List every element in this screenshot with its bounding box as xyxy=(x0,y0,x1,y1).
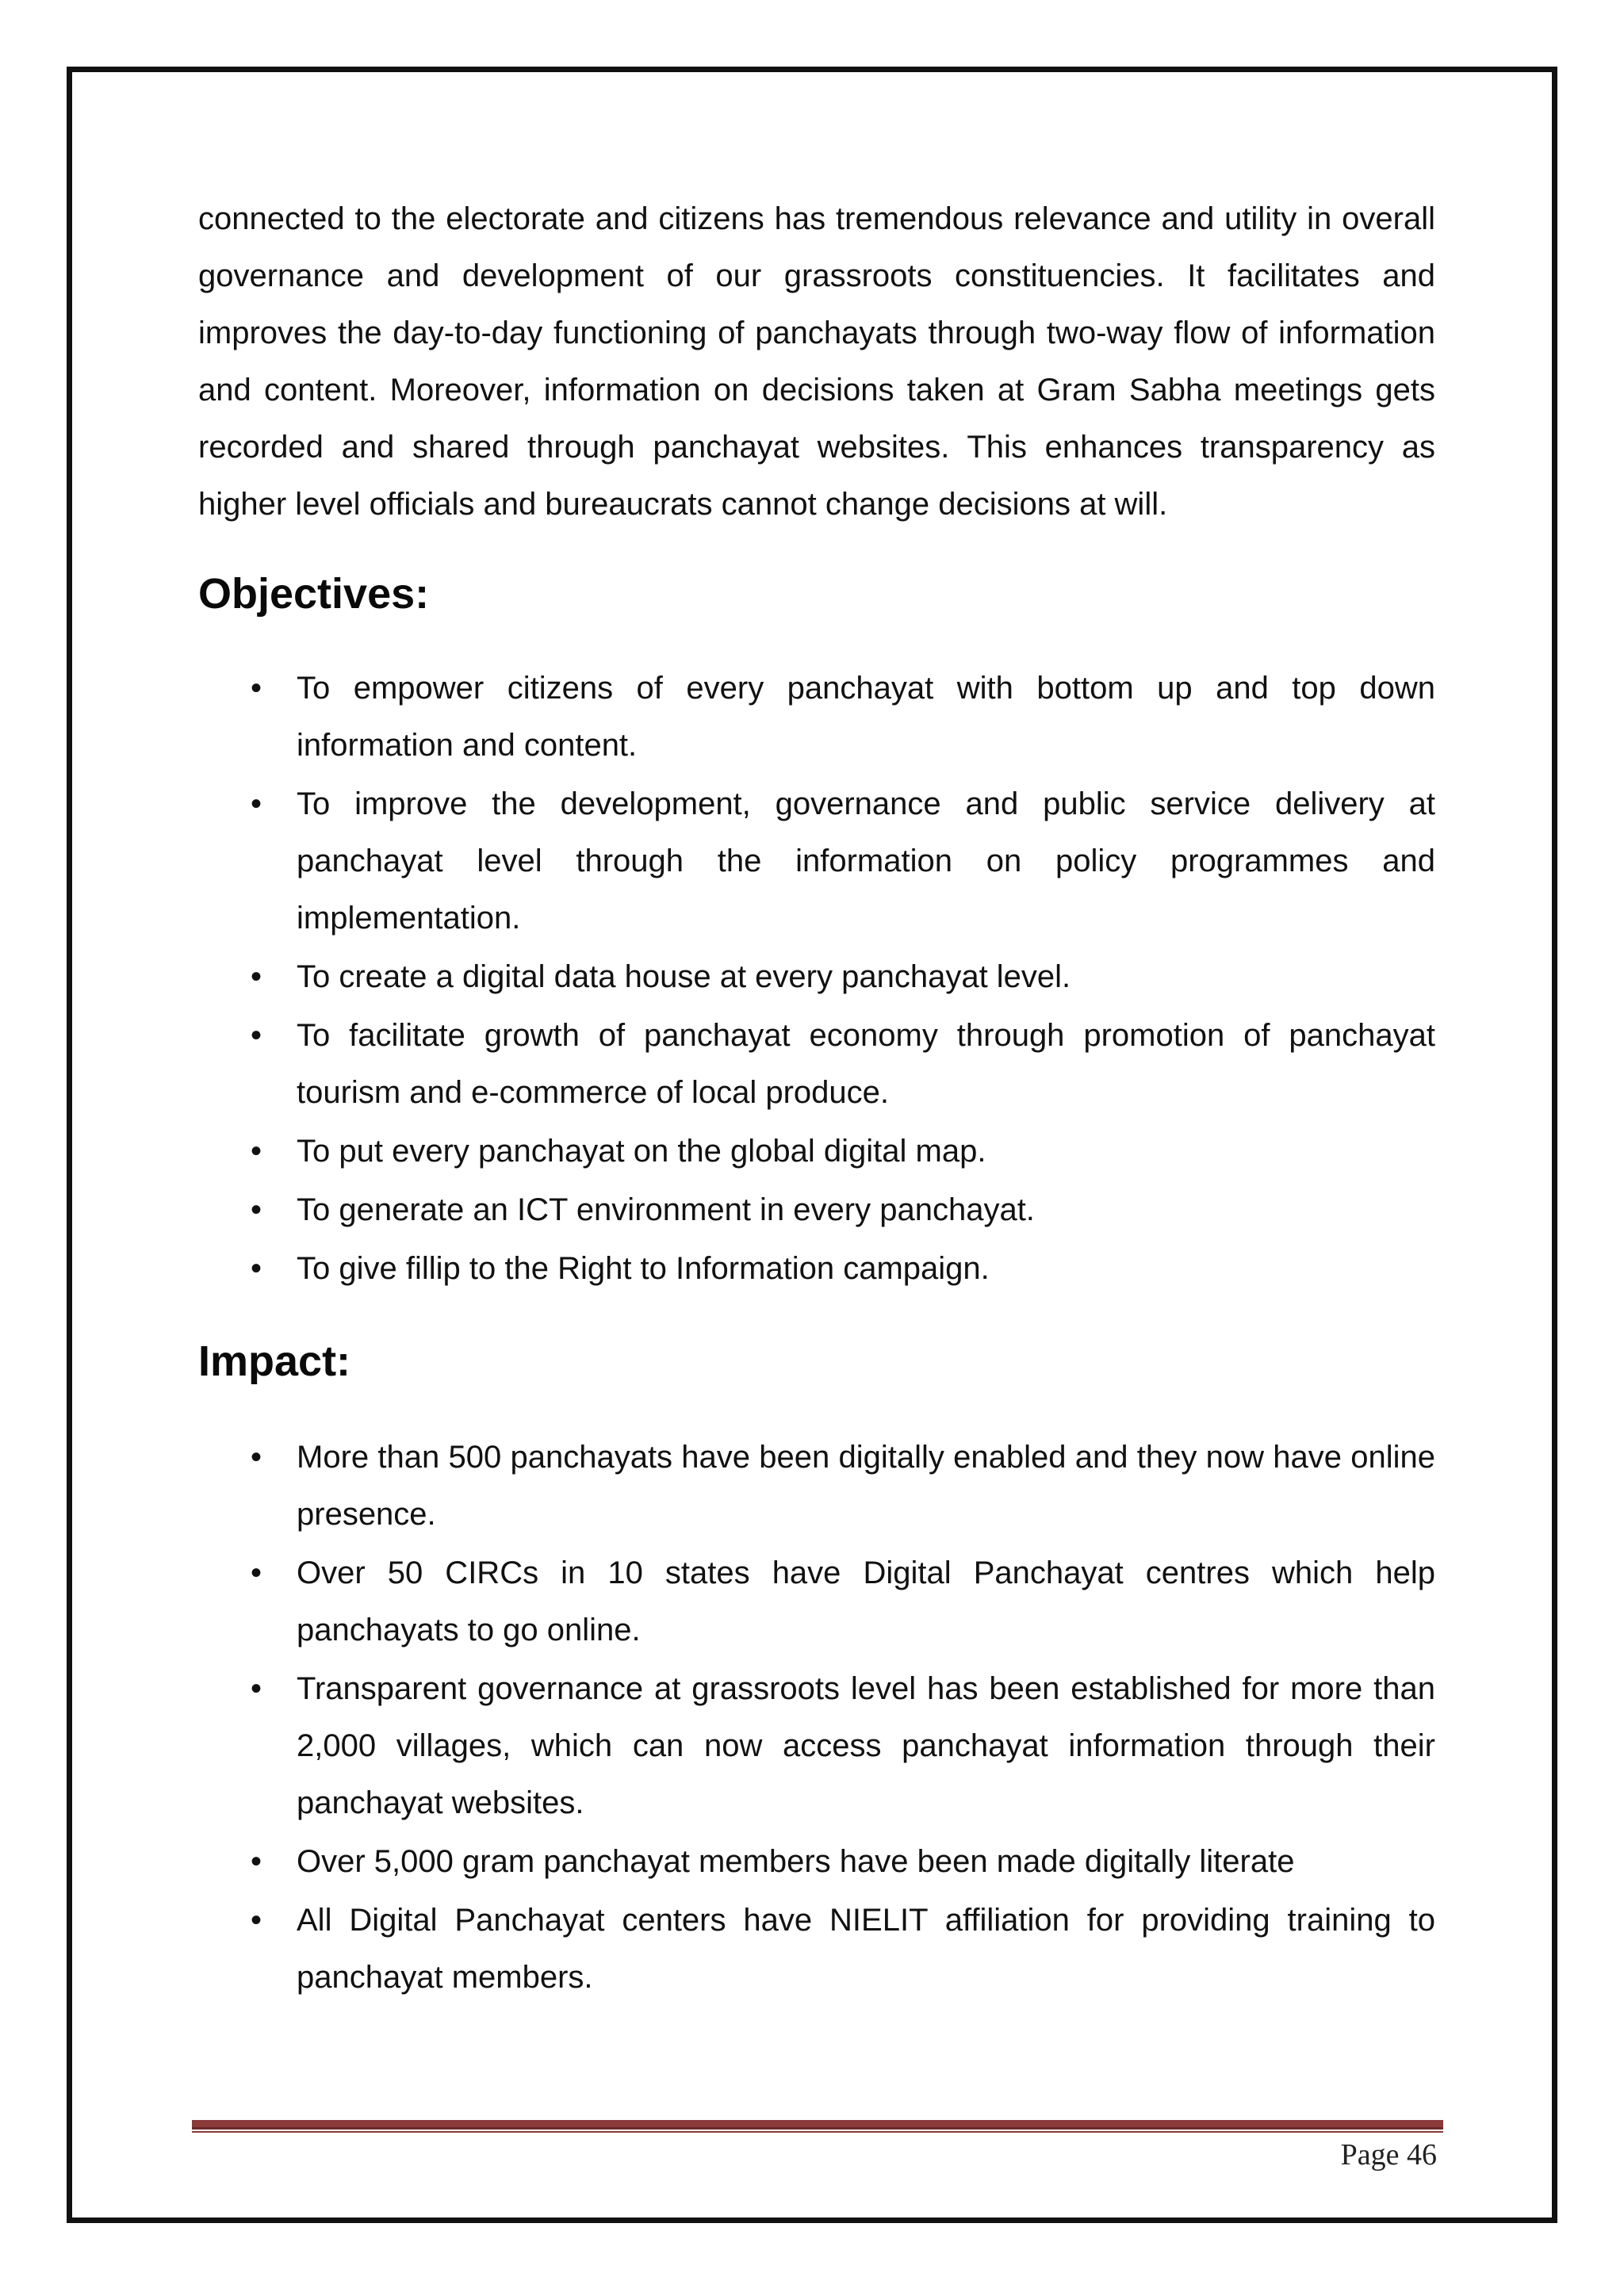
list-item-text: All Digital Panchayat centers have NIELIT affiliation for providing training to panchayat members. xyxy=(297,1903,1435,1995)
objectives-heading: Objectives: xyxy=(198,570,430,618)
list-item-text: To create a digital data house at every panchayat level. xyxy=(297,959,1071,994)
list-item xyxy=(198,1007,1435,1121)
impact-heading: Impact: xyxy=(198,1337,351,1385)
list-item xyxy=(198,1660,1435,1831)
list-item-text: Over 5,000 gram panchayat members have been made digitally literate xyxy=(297,1844,1295,1879)
bullet-icon: • xyxy=(251,1556,262,1590)
list-item xyxy=(198,1833,1435,1890)
list-item-text: To improve the development, governance and public service delivery at panchayat level through the information on policy programmes and implementation. xyxy=(297,786,1435,936)
bullet-icon: • xyxy=(251,671,262,706)
list-item xyxy=(198,948,1435,1005)
bullet-icon: • xyxy=(251,1134,262,1169)
bullet-icon: • xyxy=(251,786,262,821)
list-item xyxy=(198,1123,1435,1180)
bullet-icon: • xyxy=(251,1844,262,1879)
list-item xyxy=(198,1240,1435,1297)
list-item xyxy=(198,775,1435,947)
list-item-text: To generate an ICT environment in every panchayat. xyxy=(297,1192,1035,1227)
bullet-icon: • xyxy=(251,1192,262,1227)
document-body xyxy=(198,190,1435,2007)
page-number: Page 46 xyxy=(1340,2138,1437,2172)
list-item xyxy=(198,1429,1435,1543)
bullet-icon: • xyxy=(251,1018,262,1053)
list-item xyxy=(198,1892,1435,2006)
list-item xyxy=(198,1181,1435,1238)
list-item-text: To put every panchayat on the global digital map. xyxy=(297,1134,986,1169)
footer-rule xyxy=(192,2120,1443,2130)
bullet-icon: • xyxy=(251,1251,262,1286)
intro-paragraph: connected to the electorate and citizens has tremendous relevance and utility in overall governance and development of our grassroots constituencies. It facilitates and improves the day-to-day functioning of panchayats through two-way flow of information and content. Moreover, information on decisions taken at Gram Sabha meetings gets recorded and shared through panchayat websites. This enhances transparency as higher level officials and bureaucrats cannot change decisions at will. xyxy=(198,201,1435,522)
list-item-text: Transparent governance at grassroots level has been established for more than 2,000 villages, which can now access panchayat information through their panchayat websites. xyxy=(297,1671,1435,1820)
list-item-text: To facilitate growth of panchayat economy through promotion of panchayat tourism and e-commerce of local produce. xyxy=(297,1018,1435,1110)
objectives-list xyxy=(198,660,1435,1297)
bullet-icon: • xyxy=(251,1903,262,1938)
list-item-text: Over 50 CIRCs in 10 states have Digital Panchayat centres which help panchayats to go online. xyxy=(297,1556,1435,1647)
list-item xyxy=(198,1544,1435,1659)
bullet-icon: • xyxy=(251,1440,262,1475)
list-item-text: To give fillip to the Right to Information campaign. xyxy=(297,1251,990,1286)
list-item-text: More than 500 panchayats have been digitally enabled and they now have online presence. xyxy=(297,1440,1435,1532)
impact-list xyxy=(198,1429,1435,2006)
bullet-icon: • xyxy=(251,959,262,994)
list-item xyxy=(198,660,1435,774)
list-item-text: To empower citizens of every panchayat with bottom up and top down information and content. xyxy=(297,671,1435,763)
bullet-icon: • xyxy=(251,1671,262,1706)
